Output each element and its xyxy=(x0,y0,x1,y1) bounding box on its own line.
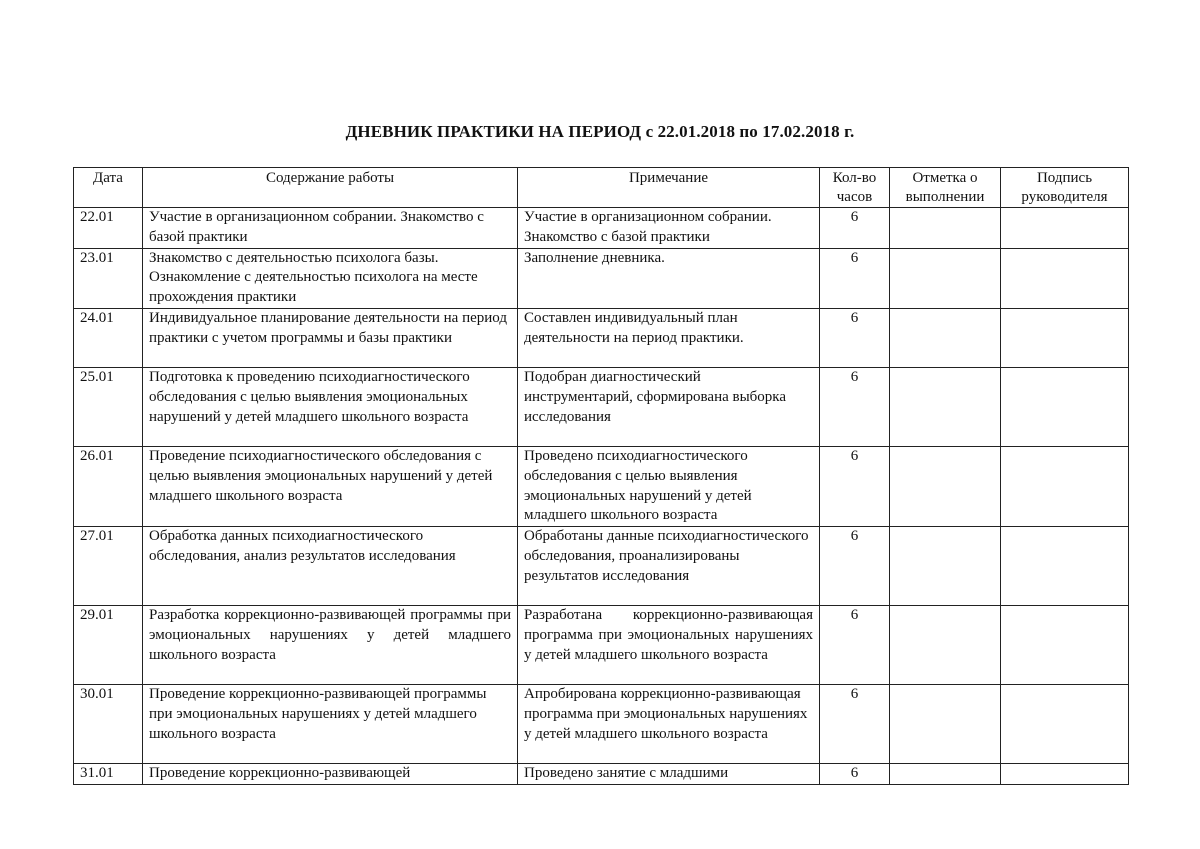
cell-note: Подобран диагностический инструментарий, сформирована выборка исследования xyxy=(518,367,820,446)
table-row xyxy=(74,685,1129,764)
cell-signature xyxy=(1001,527,1129,606)
page-title: ДНЕВНИК ПРАКТИКИ НА ПЕРИОД с 22.01.2018 по 17.02.2018 г. xyxy=(345,122,855,141)
header-note: Примечание xyxy=(518,168,820,208)
cell-content: Подготовка к проведению психодиагностического обследования с целью выявления эмоциональных нарушений у детей младшего школьного возраста xyxy=(143,367,518,446)
cell-hours: 6 xyxy=(820,367,890,446)
table-row xyxy=(74,606,1129,685)
cell-content: Обработка данных психодиагностического обследования, анализ результатов исследования xyxy=(143,527,518,606)
cell-date: 25.01 xyxy=(74,367,143,446)
table-row xyxy=(74,367,1129,446)
table-row xyxy=(74,446,1129,526)
cell-hours: 6 xyxy=(820,527,890,606)
table-row xyxy=(74,308,1129,367)
cell-date: 29.01 xyxy=(74,606,143,685)
cell-mark xyxy=(890,764,1001,785)
table-row xyxy=(74,764,1129,785)
cell-signature xyxy=(1001,764,1129,785)
header-date: Дата xyxy=(74,168,143,208)
cell-mark xyxy=(890,606,1001,685)
cell-content: Проведение коррекционно-развивающей xyxy=(143,764,518,785)
cell-content: Индивидуальное планирование деятельности на период практики с учетом программы и базы практики xyxy=(143,308,518,367)
cell-mark xyxy=(890,446,1001,526)
table-header-row xyxy=(74,168,1129,208)
header-hours: Кол-во часов xyxy=(820,168,890,208)
cell-date: 26.01 xyxy=(74,446,143,526)
cell-date: 22.01 xyxy=(74,208,143,249)
header-signature: Подпись руководителя xyxy=(1001,168,1129,208)
cell-date: 27.01 xyxy=(74,527,143,606)
cell-note: Заполнение дневника. xyxy=(518,248,820,308)
cell-mark xyxy=(890,685,1001,764)
table-row xyxy=(74,527,1129,606)
cell-signature xyxy=(1001,308,1129,367)
cell-signature xyxy=(1001,685,1129,764)
cell-note: Апробирована коррекционно-развивающая программа при эмоциональных нарушениях у детей младшего школьного возраста xyxy=(518,685,820,764)
cell-note: Обработаны данные психодиагностического обследования, проанализированы результатов исследования xyxy=(518,527,820,606)
cell-mark xyxy=(890,208,1001,249)
cell-date: 24.01 xyxy=(74,308,143,367)
cell-mark xyxy=(890,527,1001,606)
cell-date: 23.01 xyxy=(74,248,143,308)
cell-content: Проведение коррекционно-развивающей программы при эмоциональных нарушениях у детей младшего школьного возраста xyxy=(143,685,518,764)
cell-note: Разработана коррекционно-развивающая программа при эмоциональных нарушениях у детей младшего школьного возраста xyxy=(518,606,820,685)
cell-content: Знакомство с деятельностью психолога базы. Ознакомление с деятельностью психолога на месте прохождения практики xyxy=(143,248,518,308)
cell-note: Проведено занятие с младшими xyxy=(518,764,820,785)
cell-hours: 6 xyxy=(820,685,890,764)
cell-hours: 6 xyxy=(820,208,890,249)
practice-diary-table xyxy=(73,167,1129,785)
cell-content: Разработка коррекционно-развивающей программы при эмоциональных нарушениях у детей младшего школьного возраста xyxy=(143,606,518,685)
cell-date: 31.01 xyxy=(74,764,143,785)
header-mark: Отметка о выполнении xyxy=(890,168,1001,208)
cell-mark xyxy=(890,308,1001,367)
cell-hours: 6 xyxy=(820,764,890,785)
cell-hours: 6 xyxy=(820,248,890,308)
cell-date: 30.01 xyxy=(74,685,143,764)
cell-content: Участие в организационном собрании. Знакомство с базой практики xyxy=(143,208,518,249)
cell-mark xyxy=(890,367,1001,446)
cell-content: Проведение психодиагностического обследования с целью выявления эмоциональных нарушений у детей младшего школьного возраста xyxy=(143,446,518,526)
cell-signature xyxy=(1001,606,1129,685)
cell-signature xyxy=(1001,248,1129,308)
cell-signature xyxy=(1001,446,1129,526)
cell-note: Составлен индивидуальный план деятельности на период практики. xyxy=(518,308,820,367)
table-row xyxy=(74,208,1129,249)
cell-hours: 6 xyxy=(820,308,890,367)
cell-note: Проведено психодиагностического обследования с целью выявления эмоциональных нарушений у детей младшего школьного возраста xyxy=(518,446,820,526)
cell-signature xyxy=(1001,367,1129,446)
table-row xyxy=(74,248,1129,308)
cell-hours: 6 xyxy=(820,606,890,685)
cell-hours: 6 xyxy=(820,446,890,526)
cell-mark xyxy=(890,248,1001,308)
cell-note: Участие в организационном собрании. Знакомство с базой практики xyxy=(518,208,820,249)
cell-signature xyxy=(1001,208,1129,249)
header-content: Содержание работы xyxy=(143,168,518,208)
